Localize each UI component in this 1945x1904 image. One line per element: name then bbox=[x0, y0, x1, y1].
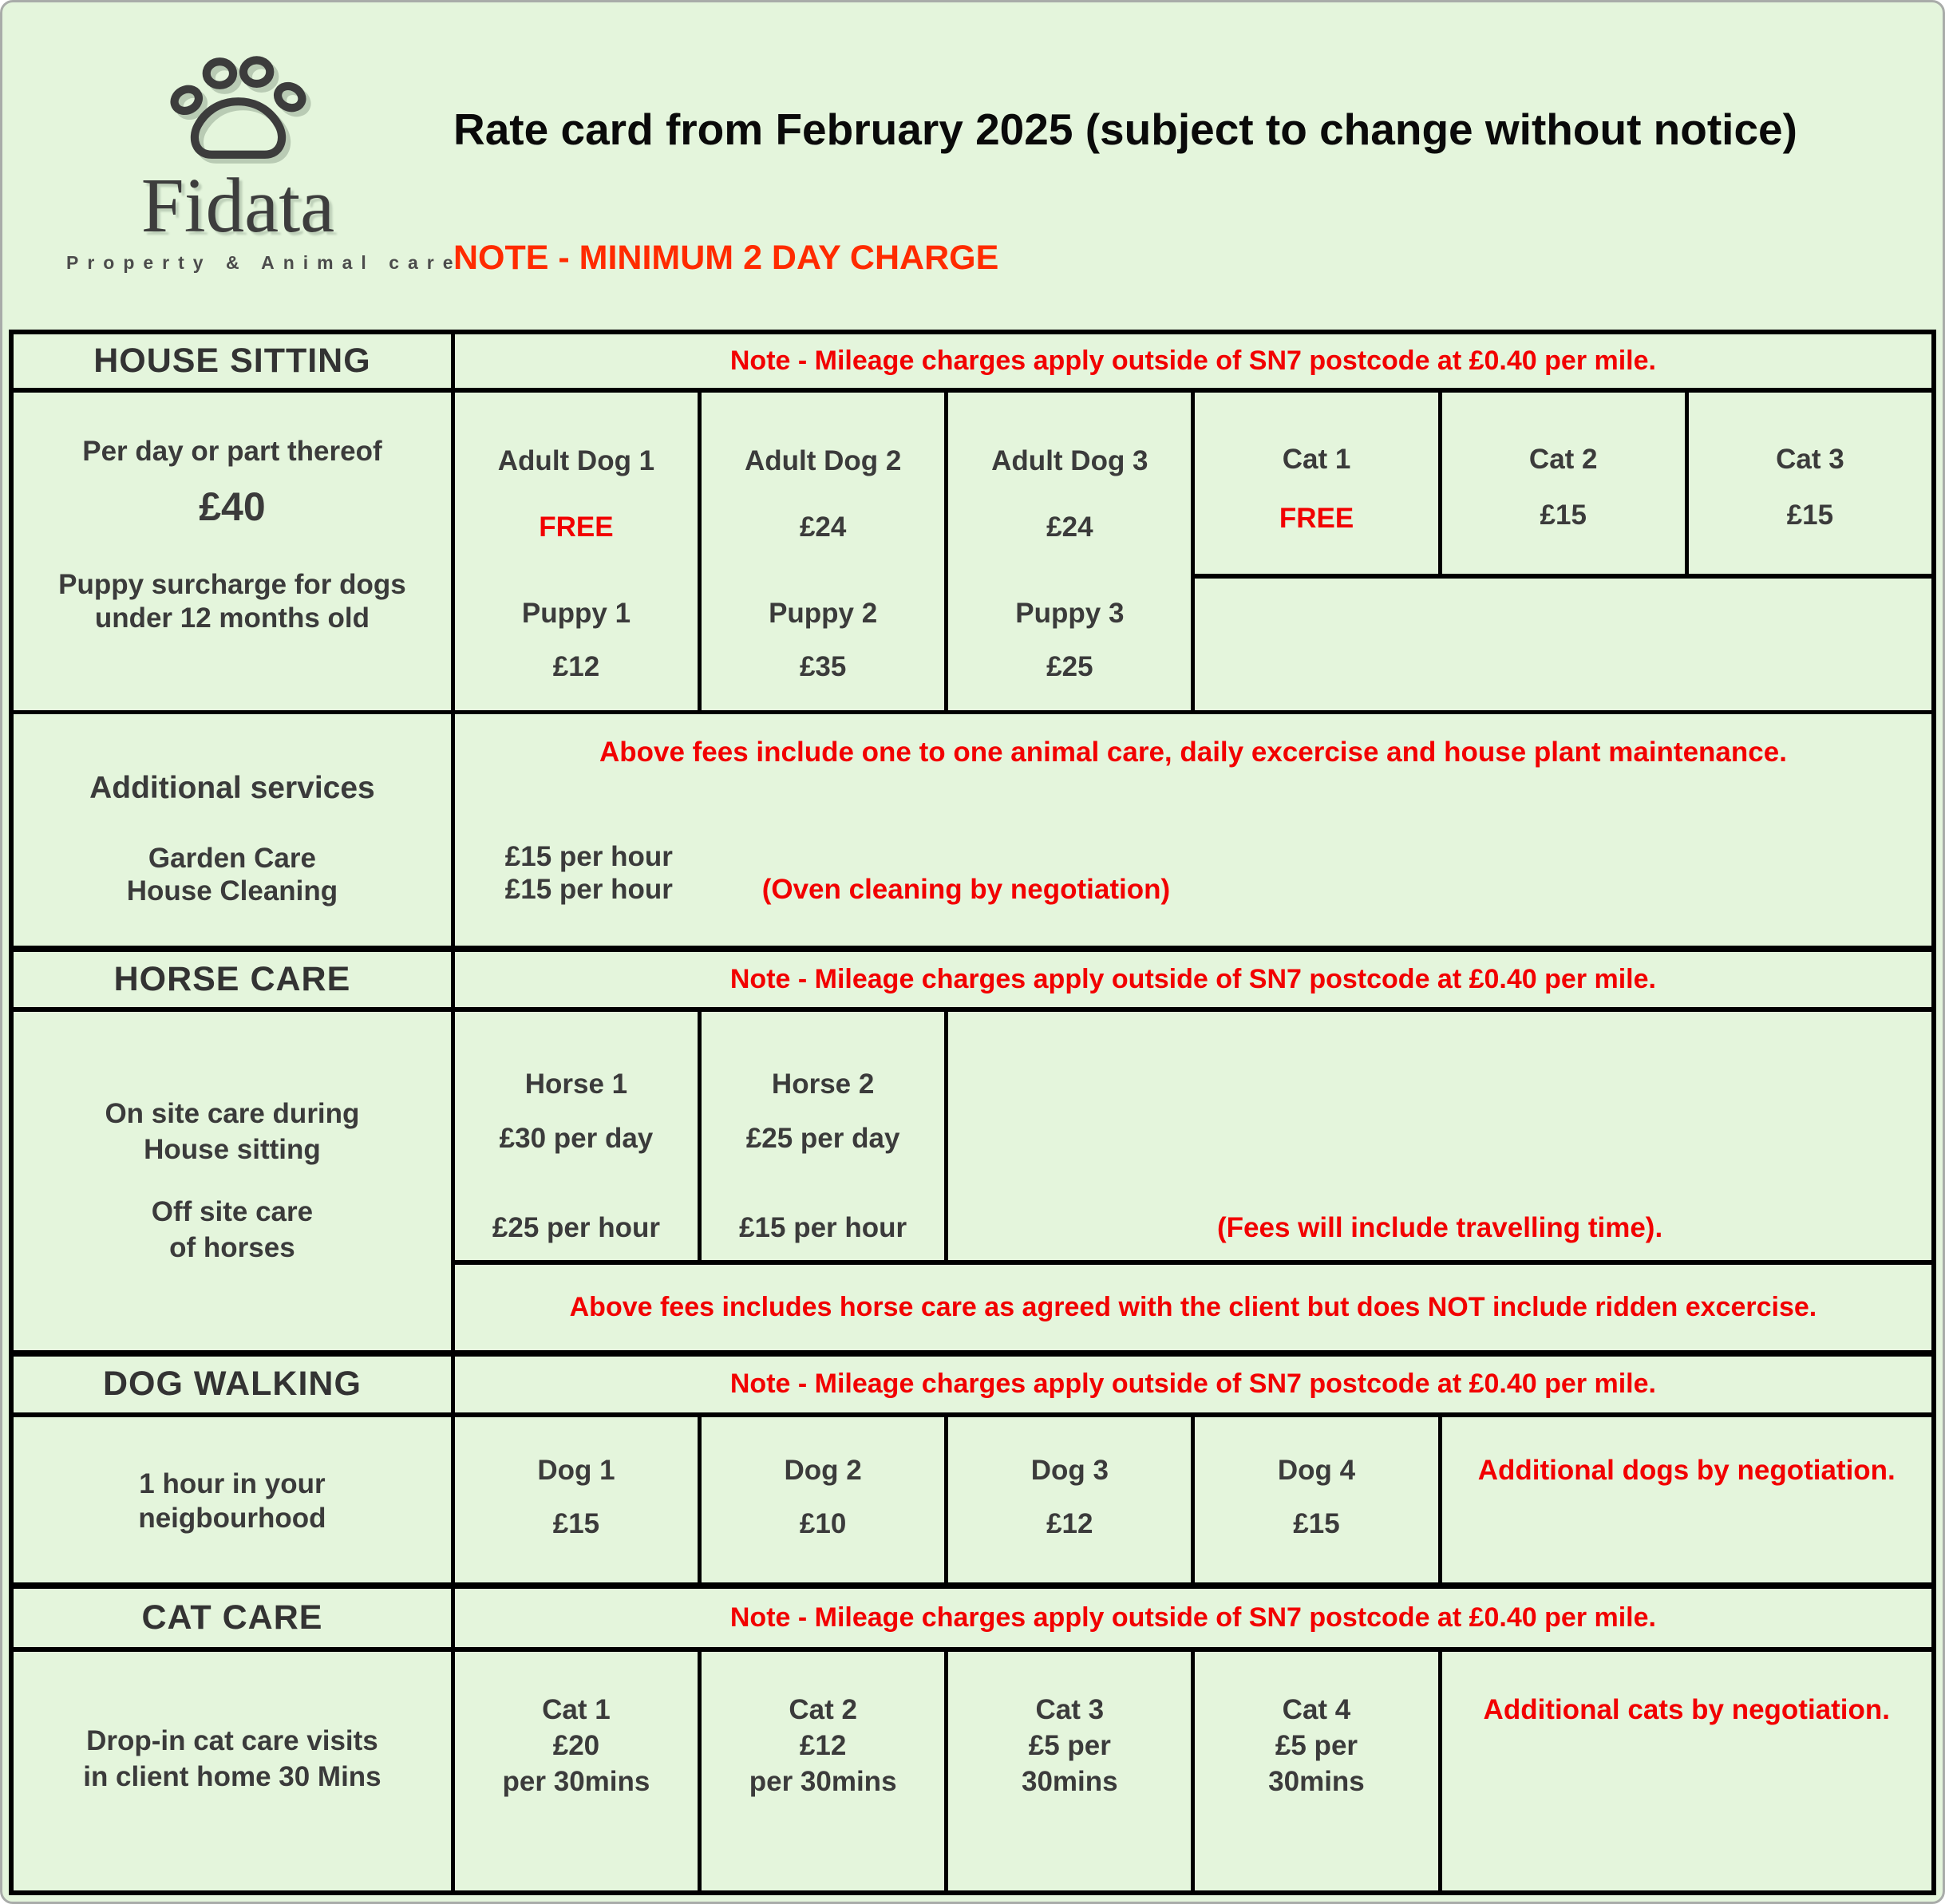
pet-price: £24 bbox=[799, 512, 847, 543]
mileage-note-cell bbox=[451, 952, 1931, 1007]
puppy-name: Puppy 2 bbox=[769, 597, 878, 629]
offsite-line2: of horses bbox=[169, 1231, 295, 1263]
service-label: House Cleaning bbox=[126, 875, 338, 907]
travel-note-cell bbox=[944, 1012, 1931, 1260]
min-charge-note: NOTE - MINIMUM 2 DAY CHARGE bbox=[453, 239, 999, 278]
additional-services-label-cell bbox=[14, 714, 451, 946]
mileage-note: Note - Mileage charges apply outside of SN7 postcode at £0.40 per mile. bbox=[729, 963, 1656, 994]
includes-note: Above fees include one to one animal care, daily excercise and house plant maintenance. bbox=[599, 736, 1787, 768]
pet-name: Adult Dog 2 bbox=[744, 445, 902, 476]
header bbox=[453, 105, 1914, 278]
mileage-note: Note - Mileage charges apply outside of SN7 postcode at £0.40 per mile. bbox=[729, 346, 1656, 377]
onsite-line1: On site care during bbox=[105, 1098, 360, 1130]
horse-day-rate: £25 per day bbox=[745, 1123, 900, 1155]
pet-name: Cat 1 bbox=[1282, 443, 1351, 475]
section-title: DOG WALKING bbox=[102, 1365, 362, 1404]
day-rate: £40 bbox=[199, 484, 266, 529]
dog-1-cell bbox=[451, 1417, 698, 1582]
additional-dogs-note: Additional dogs by negotiation. bbox=[1477, 1455, 1896, 1487]
pet-price: £15 bbox=[552, 1507, 600, 1539]
pet-name: Dog 2 bbox=[784, 1455, 862, 1487]
dog-3-cell bbox=[944, 1417, 1191, 1582]
horse-hour-rate: £25 per hour bbox=[492, 1212, 660, 1244]
offsite-line1: Off site care bbox=[151, 1196, 314, 1228]
additional-services-row bbox=[14, 710, 1931, 946]
horse-hour-rate: £15 per hour bbox=[739, 1212, 907, 1244]
label-line1: Drop-in cat care visits bbox=[86, 1724, 378, 1756]
pet-name: Dog 4 bbox=[1277, 1455, 1356, 1487]
per-day-label: Per day or part thereof bbox=[82, 436, 382, 468]
dog-2-cell bbox=[698, 1417, 944, 1582]
section-header-cat-care bbox=[14, 1582, 1931, 1647]
pet-price-line2: per 30mins bbox=[749, 1765, 897, 1797]
section-title: HOUSE SITTING bbox=[93, 342, 371, 381]
pet-price-line1: £5 per bbox=[1275, 1729, 1358, 1761]
adult-dog-3-cell bbox=[944, 393, 1191, 709]
pet-name: Cat 2 bbox=[789, 1694, 857, 1725]
section-header-house-sitting bbox=[14, 334, 1931, 388]
section-header-dog-walking bbox=[14, 1350, 1931, 1412]
label-line1: 1 hour in your bbox=[139, 1468, 326, 1499]
service-label: Garden Care bbox=[148, 843, 316, 875]
section-header-horse-care bbox=[14, 946, 1931, 1007]
pet-name: Cat 3 bbox=[1035, 1694, 1105, 1725]
pet-price: £15 bbox=[1786, 499, 1834, 531]
dog-walking-detail-row bbox=[14, 1412, 1931, 1582]
adult-dog-1-cell bbox=[451, 393, 698, 709]
cat-visit-3-cell bbox=[944, 1652, 1191, 1890]
cat-visit-1-cell bbox=[451, 1652, 698, 1890]
puppy-price: £25 bbox=[1046, 651, 1093, 683]
pet-price: £15 bbox=[1540, 499, 1587, 531]
paw-icon bbox=[164, 42, 312, 164]
section-title: HORSE CARE bbox=[113, 959, 351, 998]
pet-price: FREE bbox=[1279, 503, 1354, 535]
pet-price-line1: £12 bbox=[799, 1729, 847, 1761]
cat-2-cell bbox=[1438, 393, 1685, 573]
brand-name: Fidata bbox=[140, 163, 335, 248]
label-line2: in client home 30 Mins bbox=[83, 1760, 381, 1792]
horse-care-detail-row bbox=[14, 1007, 1931, 1350]
pet-price-line2: per 30mins bbox=[502, 1765, 650, 1797]
house-sitting-detail-row bbox=[14, 388, 1931, 709]
pet-name: Dog 1 bbox=[537, 1455, 615, 1487]
dog-4-cell bbox=[1191, 1417, 1437, 1582]
puppy-name: Puppy 1 bbox=[521, 597, 631, 629]
cat-3-cell bbox=[1685, 393, 1931, 573]
pet-name: Dog 3 bbox=[1030, 1455, 1109, 1487]
pet-name: Cat 1 bbox=[542, 1694, 611, 1725]
horse-2-cell bbox=[698, 1012, 944, 1260]
pet-price-line2: 30mins bbox=[1268, 1765, 1365, 1797]
onsite-line2: House sitting bbox=[144, 1133, 321, 1165]
pet-name: Adult Dog 3 bbox=[991, 445, 1148, 476]
adult-dog-2-cell bbox=[698, 393, 944, 709]
pet-name: Cat 2 bbox=[1528, 443, 1598, 475]
pet-name: Cat 3 bbox=[1776, 443, 1844, 475]
additional-dogs-note-cell bbox=[1438, 1417, 1931, 1582]
travel-note: (Fees will include travelling time). bbox=[1217, 1212, 1663, 1244]
horse-care-label-cell bbox=[14, 1012, 451, 1350]
mileage-note-cell bbox=[451, 1589, 1931, 1647]
pet-price: £24 bbox=[1046, 512, 1093, 543]
section-title-cell bbox=[14, 952, 451, 1007]
service-rate: £15 per hour bbox=[504, 873, 673, 905]
section-title: CAT CARE bbox=[141, 1598, 323, 1637]
pet-name: Cat 4 bbox=[1282, 1694, 1351, 1725]
horse-1-cell bbox=[451, 1012, 698, 1260]
puppy-surcharge-line1: Puppy surcharge for dogs bbox=[58, 568, 406, 600]
house-sitting-label-cell bbox=[14, 393, 451, 709]
horse-name: Horse 2 bbox=[771, 1068, 875, 1100]
brand-tagline: Property & Animal care bbox=[66, 252, 462, 273]
horse-name: Horse 1 bbox=[524, 1068, 628, 1100]
additional-cats-note-cell bbox=[1438, 1652, 1931, 1890]
cat-care-detail-row bbox=[14, 1647, 1931, 1890]
service-rate: £15 per hour bbox=[504, 841, 673, 873]
pet-name: Adult Dog 1 bbox=[497, 445, 655, 476]
puppy-price: £35 bbox=[799, 651, 847, 683]
empty-merged-cell bbox=[1191, 574, 1931, 710]
puppy-price: £12 bbox=[552, 651, 600, 683]
rate-table bbox=[9, 330, 1936, 1895]
dog-walking-label-cell bbox=[14, 1417, 451, 1582]
additional-services-detail-cell bbox=[451, 714, 1931, 946]
horse-care-note-cell bbox=[451, 1260, 1931, 1350]
mileage-note-cell bbox=[451, 334, 1931, 388]
cat-1-cell bbox=[1191, 393, 1437, 573]
page-title: Rate card from February 2025 (subject to change without notice) bbox=[453, 105, 1797, 154]
pet-price-line1: £5 per bbox=[1028, 1729, 1111, 1761]
section-title-cell bbox=[14, 1589, 451, 1647]
pet-price: £10 bbox=[799, 1507, 847, 1539]
section-title-cell bbox=[14, 1357, 451, 1412]
logo bbox=[66, 42, 462, 274]
puppy-surcharge-line2: under 12 months old bbox=[94, 602, 370, 634]
additional-cats-note: Additional cats by negotiation. bbox=[1483, 1694, 1891, 1725]
mileage-note-cell bbox=[451, 1357, 1931, 1412]
cat-visit-2-cell bbox=[698, 1652, 944, 1890]
pet-price-line2: 30mins bbox=[1021, 1765, 1118, 1797]
horse-day-rate: £30 per day bbox=[499, 1123, 654, 1155]
pet-price: £12 bbox=[1046, 1507, 1093, 1539]
section-title-cell bbox=[14, 334, 451, 388]
additional-services-title: Additional services bbox=[89, 771, 375, 806]
puppy-name: Puppy 3 bbox=[1015, 597, 1125, 629]
pet-price: FREE bbox=[539, 512, 614, 543]
pet-price: £15 bbox=[1293, 1507, 1340, 1539]
horse-care-note: Above fees includes horse care as agreed with the client but does NOT include ridden excercise. bbox=[569, 1292, 1817, 1323]
cat-care-label-cell bbox=[14, 1652, 451, 1890]
pet-price-line1: £20 bbox=[552, 1729, 600, 1761]
label-line2: neigbourhood bbox=[138, 1503, 326, 1535]
oven-note: (Oven cleaning by negotiation) bbox=[761, 873, 1171, 905]
mileage-note: Note - Mileage charges apply outside of SN7 postcode at £0.40 per mile. bbox=[729, 1602, 1656, 1633]
cat-visit-4-cell bbox=[1191, 1652, 1437, 1890]
mileage-note: Note - Mileage charges apply outside of SN7 postcode at £0.40 per mile. bbox=[729, 1369, 1656, 1400]
